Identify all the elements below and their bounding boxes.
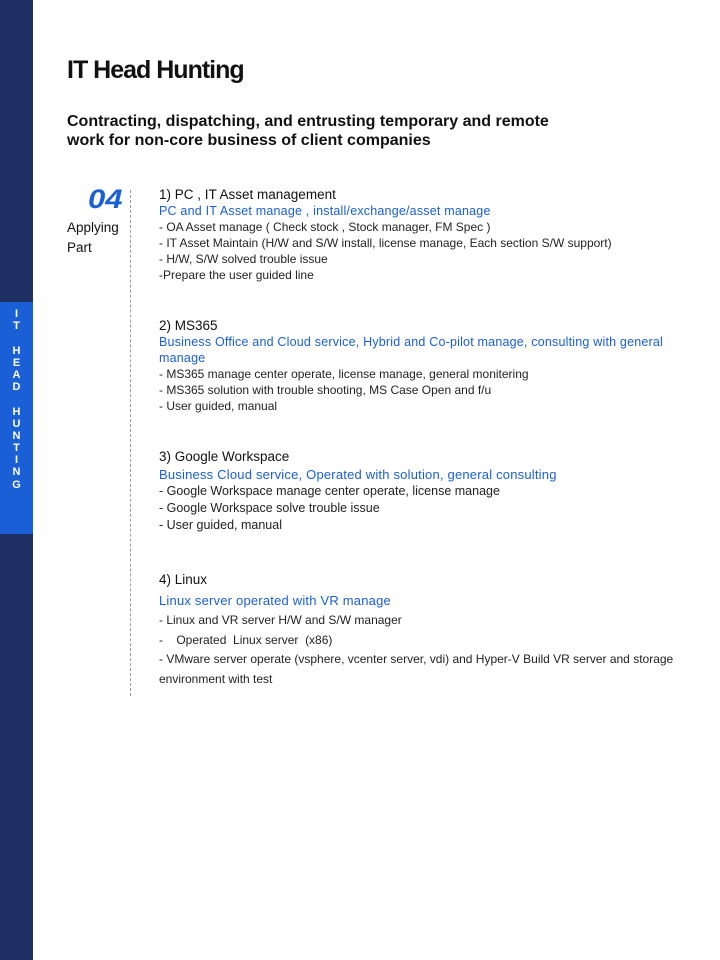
section-title: 3) Google Workspace <box>159 449 290 464</box>
part-label: Applying Part <box>67 220 119 255</box>
side-tab-letter: H <box>12 405 21 418</box>
section-line: - VMware server operate (vsphere, vcenter server, vdi) and Hyper-V Build VR server and storage environment with test <box>159 652 674 686</box>
side-tab-letter: T <box>13 442 20 455</box>
section-line: - User guided, manual <box>159 399 278 413</box>
side-tab-letter: G <box>12 478 21 491</box>
side-tab-letter <box>0 332 33 344</box>
side-tab-letter: U <box>12 417 21 430</box>
section-linux <box>159 571 679 689</box>
section-google-workspace <box>159 448 679 534</box>
side-tab-letter: N <box>12 429 21 442</box>
section-pc-it-asset <box>159 186 679 283</box>
section-line: - User guided, manual <box>159 518 282 532</box>
section-line: -Prepare the user guided line <box>159 268 314 282</box>
sidebar-bar <box>0 0 33 960</box>
section-title: 2) MS365 <box>159 318 218 333</box>
section-line: - MS365 solution with trouble shooting, MS Case Open and f/u <box>159 383 492 397</box>
side-tab-letter: D <box>12 381 21 394</box>
dashed-divider <box>130 190 131 696</box>
side-tab-letter <box>0 393 33 405</box>
section-highlight: PC and IT Asset manage , install/exchange/asset manage <box>159 204 491 218</box>
section-title: 1) PC , IT Asset management <box>159 187 336 202</box>
section-line: - Linux and VR server H/W and S/W manager <box>159 613 402 627</box>
section-line: - OA Asset manage ( Check stock , Stock manager, FM Spec ) <box>159 220 491 234</box>
section-ms365 <box>159 317 679 414</box>
section-line: - Operated Linux server (x86) <box>159 632 333 647</box>
section-line: - IT Asset Maintain (H/W and S/W install, license manage, Each section S/W support) <box>159 236 612 250</box>
side-tab-it-head-hunting[interactable] <box>0 302 33 534</box>
section-highlight: Business Office and Cloud service, Hybrid and Co-pilot manage, consulting with general manage <box>159 335 664 365</box>
side-tab-letter: N <box>12 466 21 479</box>
section-line: - H/W, S/W solved trouble issue <box>159 252 328 266</box>
part-number: 04 <box>88 184 123 214</box>
section-line: - Google Workspace solve trouble issue <box>159 501 380 515</box>
section-highlight: Linux server operated with VR manage <box>159 593 391 608</box>
section-highlight: Business Cloud service, Operated with solution, general consulting <box>159 467 557 482</box>
side-tab-letter: I <box>14 454 19 467</box>
side-tab-letter: H <box>12 344 21 357</box>
side-tab-letter: A <box>12 368 21 381</box>
side-tab-letter: E <box>12 356 21 369</box>
section-line: - MS365 manage center operate, license manage, general monitering <box>159 367 529 381</box>
section-title: 4) Linux <box>159 572 208 587</box>
page-title: IT Head Hunting <box>67 56 244 84</box>
section-line: - Google Workspace manage center operate, license manage <box>159 484 500 498</box>
page-subtitle: Contracting, dispatching, and entrusting temporary and remote work for non-core business of client companies <box>67 113 549 149</box>
side-tab-letter: T <box>13 320 20 333</box>
side-tab-letter: I <box>14 308 19 320</box>
